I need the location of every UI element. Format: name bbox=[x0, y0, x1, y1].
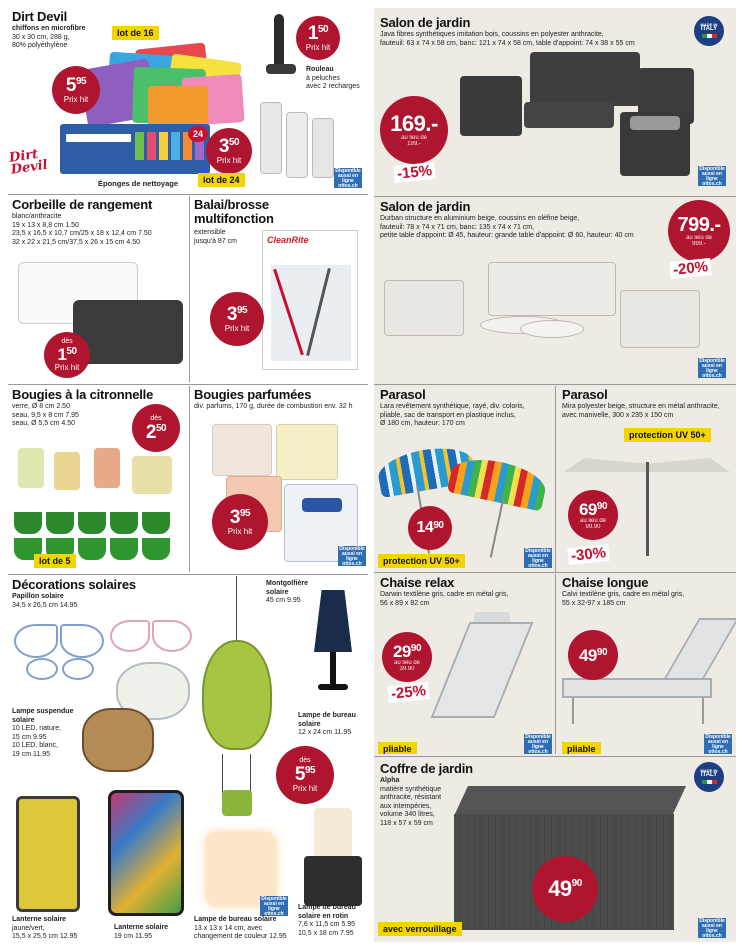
online-badge[interactable]: Disponible aussi en ligne ottos.ch bbox=[339, 546, 365, 567]
price-badge: $3^{95}$ Prix hit bbox=[212, 494, 268, 550]
discount-label: -15% bbox=[393, 162, 436, 183]
chaise-relax-image bbox=[430, 612, 550, 732]
online-badge[interactable]: Disponible aussi en ligne ottos.ch bbox=[699, 918, 725, 939]
cube-lamp-desc: Lampe de bureau solaire 13 x 13 x 14 cm, avec changement de couleur 12.95 bbox=[194, 916, 287, 940]
product-desc: extensible jusqu'à 87 cm bbox=[194, 229, 237, 245]
product-desc: Mira polyester beige, structure en métal anthracite, avec manivelle, 300 x 235 x 150 cm bbox=[562, 403, 720, 419]
online-badge[interactable]: Disponible aussi en ligne ottos.ch bbox=[335, 168, 361, 189]
montgolfiere-desc: Montgolfière solaire 45 cm 9.95 bbox=[266, 580, 308, 604]
price-badge: $49^{90}$ bbox=[568, 630, 618, 680]
rattan-desk-lamp-desc: Lampe de bureau solaire en rotin 7,6 x 11,5 cm 5.95 10,5 x 18 cm 7.95 bbox=[298, 904, 356, 937]
price-badge: dès $1^{50}$ Prix hit bbox=[44, 332, 90, 378]
product-desc: Calvi textilène gris, cadre en métal gris, 55 x 32-97 x 185 cm bbox=[562, 591, 685, 607]
desk-lamp-desc: Lampe de bureau solaire 12 x 24 cm 11.95 bbox=[298, 712, 356, 736]
lot-tag: lot de 16 bbox=[112, 26, 159, 40]
microfibre-cloths-image bbox=[78, 46, 248, 126]
lantern-color-image bbox=[108, 790, 184, 916]
discount-label: -25% bbox=[387, 682, 430, 703]
uv-tag: protection UV 50+ bbox=[624, 428, 711, 442]
made-in-italy-badge: MADE IN ITALY bbox=[694, 762, 724, 792]
product-title: Chaise longue bbox=[562, 575, 649, 590]
pack-count-badge: 24 bbox=[188, 126, 208, 142]
solaires-cell bbox=[8, 576, 368, 942]
sponge-label: Éponges de nettoyage bbox=[98, 179, 179, 188]
product-title: Dirt Devil bbox=[12, 9, 68, 24]
price-badge: $1^{50}$ Prix hit bbox=[296, 16, 340, 60]
brand-logo: CleanRite bbox=[267, 235, 309, 245]
online-badge[interactable]: Disponible aussi en ligne ottos.ch bbox=[525, 734, 551, 754]
product-title: Corbeille de rangement bbox=[12, 197, 153, 212]
discount-label: -20% bbox=[669, 258, 712, 279]
online-badge[interactable]: Disponible aussi en ligne ottos.ch bbox=[705, 734, 731, 754]
product-desc: verre, Ø 8 cm 2.50 seau, 9,5 x 8 cm 7.95 seau, Ø 5,5 cm 4.50 bbox=[12, 403, 79, 427]
uv-tag: protection UV 50+ bbox=[378, 554, 465, 568]
product-desc: blanc/anthracite 19 x 13 x 8,8 cm 1.50 23,5 x 16,5 x 10,7 cm/25 x 18 x 12,4 cm 7.50 32 x 22 x 21,5 cm/37,5 x 26 x 15 cm 4.50 bbox=[12, 213, 152, 246]
product-desc: chiffons en microfibre 30 x 30 cm, 288 g, 80% polyéthylène bbox=[12, 25, 86, 49]
sponges-image bbox=[60, 120, 210, 176]
left-column bbox=[8, 8, 368, 942]
parasol-mira-cell bbox=[558, 386, 736, 572]
discount-label: -30% bbox=[567, 544, 610, 565]
lantern-yellow-desc: Lanterne solaire jaune/vert, 15,5 x 25,5 cm 12.95 bbox=[12, 916, 78, 940]
product-title: Décorations solaires bbox=[12, 577, 136, 592]
lot-tag: lot de 5 bbox=[34, 554, 76, 568]
chaise-longue-cell bbox=[558, 574, 736, 754]
roller-desc: Rouleau à peluches avec 2 recharges bbox=[306, 66, 360, 90]
java-furniture-image bbox=[460, 52, 694, 182]
product-desc: Alpha matière synthétique anthracite, résistant aux intempéries, volume 340 litres, 118 x 57 x 59 cm bbox=[380, 777, 442, 827]
online-badge[interactable]: Disponible aussi en ligne ottos.ch bbox=[261, 896, 287, 917]
java-cell bbox=[374, 8, 736, 196]
lantern-yellow-image bbox=[16, 796, 80, 912]
price-badge: $29^{90}$ au lieu de 39.90 bbox=[382, 632, 432, 682]
product-title: Salon de jardin bbox=[380, 199, 471, 214]
lot-tag: lot de 24 bbox=[198, 173, 245, 187]
broom-box-image bbox=[262, 230, 358, 370]
parasol-lara-image bbox=[378, 448, 550, 558]
right-column bbox=[374, 8, 736, 942]
price-badge: 799.- au lieu de 999.- bbox=[668, 200, 730, 262]
product-title: Coffre de jardin bbox=[380, 761, 473, 776]
rattan-desk-lamp-image bbox=[304, 808, 362, 908]
chaise-relax-cell bbox=[374, 574, 554, 754]
durban-furniture-image bbox=[384, 260, 724, 372]
product-title: Salon de jardin bbox=[380, 15, 471, 30]
online-badge[interactable]: Disponible aussi en ligne ottos.ch bbox=[699, 358, 725, 379]
butterfly-desc: Papillon solaire 34,5 x 26,5 cm 14.95 bbox=[12, 593, 78, 609]
price-badge: $69^{90}$ au lieu de 99.90 bbox=[568, 490, 618, 540]
parasol-lara-cell bbox=[374, 386, 554, 572]
price-badge: $3^{50}$ Prix hit bbox=[206, 128, 252, 174]
montgolfiere-image bbox=[198, 576, 278, 826]
product-title: Bougies à la citronnelle bbox=[12, 387, 154, 402]
product-desc: Darwin textilène gris, cadre en métal gris, 56 x 89 x 82 cm bbox=[380, 591, 509, 607]
coffre-cell bbox=[374, 758, 736, 942]
durban-cell bbox=[374, 198, 736, 384]
lantern-color-desc: Lanterne solaire 19 cm 11.95 bbox=[114, 924, 169, 940]
desk-lamp-image bbox=[308, 590, 358, 700]
price-badge: $49^{90}$ bbox=[532, 856, 598, 922]
product-title: Parasol bbox=[380, 387, 426, 402]
foldable-tag: pliable bbox=[562, 742, 601, 754]
price-badge: 169.- au lieu de 199.- bbox=[380, 96, 448, 164]
price-badge: $14^{90}$ bbox=[408, 506, 452, 550]
product-title: Parasol bbox=[562, 387, 608, 402]
lock-tag: avec verrouillage bbox=[378, 922, 462, 936]
dirtdevil-logo: Dirt Devil bbox=[8, 146, 49, 178]
citronella-candles-image bbox=[14, 448, 184, 566]
bougies-parfumees-cell bbox=[192, 386, 368, 572]
foldable-tag: pliable bbox=[378, 742, 417, 754]
product-title: Balai/brosse multifonction bbox=[194, 197, 274, 226]
cube-lamp-image bbox=[206, 832, 276, 906]
hanging-lamp-desc: Lampe suspendue solaire 10 LED, nature, 15 cm 9.95 10 LED, blanc, 19 cm 11.95 bbox=[12, 708, 74, 758]
bougies-citronnelle-cell bbox=[8, 386, 188, 572]
product-title: Bougies parfumées bbox=[194, 387, 312, 402]
product-desc: Durban structure en aluminium beige, coussins en oléfine beige, fauteuil: 78 x 74 x 71 cm, banc: 135 x 74 x 71 cm, petite table d'appoint: Ø 45, hauteur: grande table d'appoint: Ø 60, hauteur: 40 cm bbox=[380, 215, 634, 239]
price-badge: dès $5^{95}$ Prix hit bbox=[276, 746, 334, 804]
product-title: Chaise relax bbox=[380, 575, 455, 590]
product-desc: Lara revêtement synthétique, rayé, div. coloris, pliable, sac de transport en plastique inclus, Ø 180 cm, hauteur: 170 cm bbox=[380, 403, 525, 427]
dirtdevil-cell bbox=[8, 8, 368, 193]
online-badge[interactable]: Disponible aussi en ligne ottos.ch bbox=[525, 548, 551, 569]
product-desc: div. parfums, 170 g, durée de combustion env. 32 h bbox=[194, 403, 353, 410]
price-badge: $3^{95}$ Prix hit bbox=[210, 292, 264, 346]
price-badge: dès $2^{50}$ bbox=[132, 404, 180, 452]
corbeille-cell bbox=[8, 196, 188, 382]
rattan-lamp-image bbox=[82, 708, 154, 772]
price-badge: $5^{95}$ Prix hit bbox=[52, 66, 100, 114]
made-in-italy-badge: MADE IN ITALY bbox=[694, 16, 724, 46]
online-badge[interactable]: Disponible aussi en ligne ottos.ch bbox=[699, 166, 725, 187]
balai-cell bbox=[192, 196, 368, 382]
product-desc: Java fibres synthétiques imitation bois, coussins en polyester anthracite, fauteuil: 63 x 74 x 58 cm, banc: 121 x 74 x 58 cm, table d'appoint: 74 x 38 x 55 cm bbox=[380, 31, 635, 47]
